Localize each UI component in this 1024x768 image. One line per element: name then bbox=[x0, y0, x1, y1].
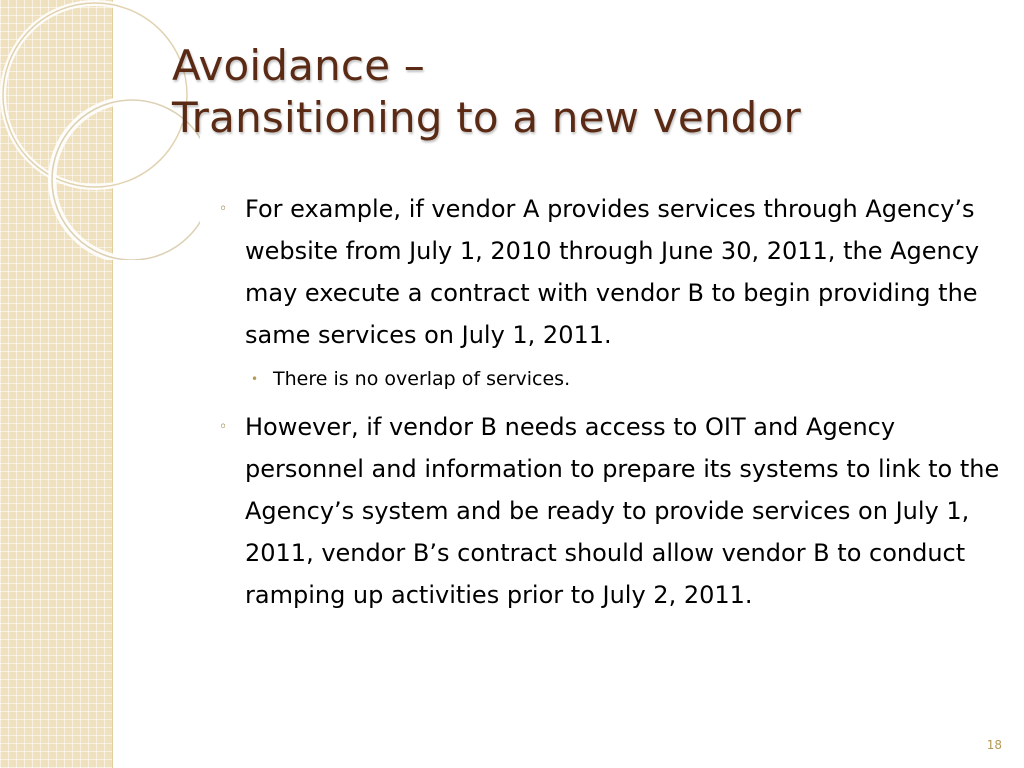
dot-bullet-icon: • bbox=[251, 372, 259, 386]
title-line-2: Transitioning to a new vendor bbox=[172, 93, 801, 142]
bullet-item bbox=[215, 406, 1005, 616]
page-number: 18 bbox=[986, 738, 1002, 752]
sub-bullet-item bbox=[215, 364, 1005, 394]
decorative-side-strip bbox=[0, 0, 113, 768]
ring-bullet-icon: ◦ bbox=[219, 419, 228, 435]
slide-title bbox=[172, 40, 801, 144]
sub-bullet-text: There is no overlap of services. bbox=[273, 368, 571, 390]
title-line-1: Avoidance – bbox=[172, 41, 425, 90]
ring-bullet-icon: ◦ bbox=[219, 201, 228, 217]
bullet-item bbox=[215, 188, 1005, 356]
slide-content bbox=[215, 188, 1005, 624]
bullet-text: However, if vendor B needs access to OIT and Agency personnel and information to prepare its systems to link to the Agency’s system and be ready to provide services on July 1, 2011, vendor B’s contract should allow vendor B to conduct ramping up activities prior to July 2, 2011. bbox=[245, 413, 1000, 609]
bullet-text: For example, if vendor A provides services through Agency’s website from July 1, 2010 through June 30, 2011, the Agency may execute a contract with vendor B to begin providing the same services on July 1, 2011. bbox=[245, 195, 980, 349]
